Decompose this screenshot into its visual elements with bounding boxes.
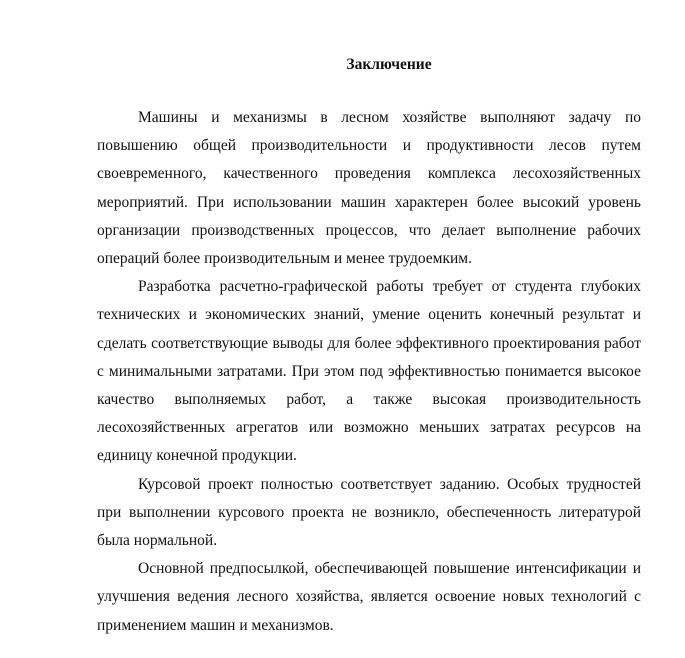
- paragraph: Основной предпосылкой, обеспечивающей повышение интенсификации и улучшения ведения лесного хозяйства, является освоение новых технологий с применением машин и механизмов.: [97, 560, 641, 634]
- paragraph: Разработка расчетно-графической работы требует от студента глубоких технических и экономических знаний, умение оценить конечный результат и сделать соответствующие выводы для более эффективного проектирования работ с минимальными затратами. При этом под эффективностью понимается высокое качество выполняемых работ, а также высокая производительность лесохозяйственных агрегатов или возможно меньших затратах ресурсов на единицу конечной продукции.: [97, 278, 641, 465]
- document-body: [97, 104, 641, 640]
- paragraph: Машины и механизмы в лесном хозяйстве выполняют задачу по повышению общей производительности и продуктивности лесов путем своевременного, качественного проведения комплекса лесохозяйственных мероприятий. При использовании машин характерен более высокий уровень организации производственных процессов, что делает выполнение рабочих операций более производительным и менее трудоемким.: [97, 109, 641, 268]
- page-title: Заключение: [346, 56, 432, 73]
- paragraph: Курсовой проект полностью соответствует заданию. Особых трудностей при выполнении курсового проекта не возникло, обеспеченность литературой была нормальной.: [97, 475, 641, 550]
